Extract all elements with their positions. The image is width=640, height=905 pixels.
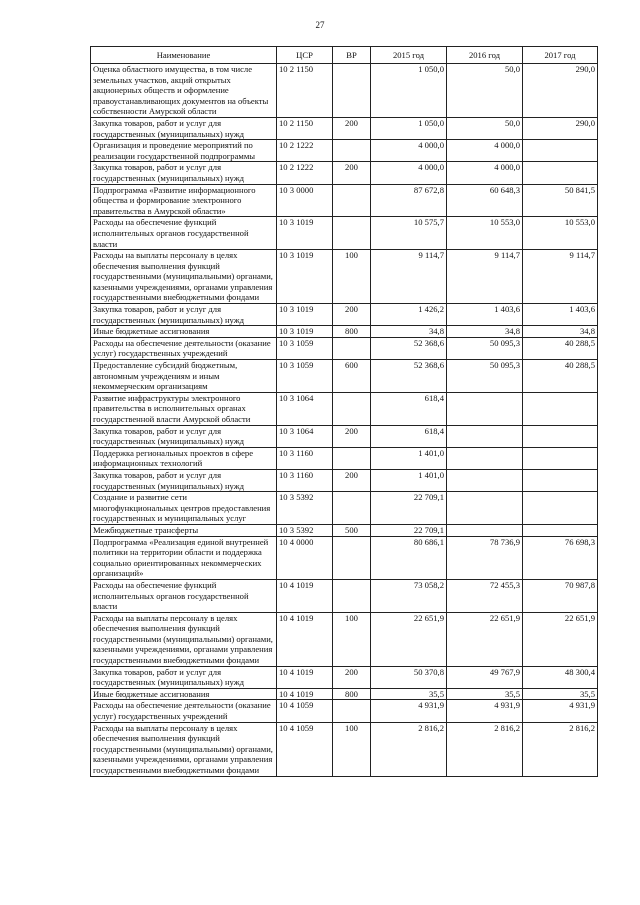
cell-name: Развитие инфраструктуры электронного правительства в исполнительных органах государственной власти Амурской области (91, 392, 277, 425)
cell-name: Подпрограмма «Реализация единой внутренней политики на территории области и поддержка социально ориентированных некоммерческих организаций» (91, 536, 277, 579)
cell-2017 (523, 469, 598, 491)
cell-name: Закупка товаров, работ и услуг для государственных (муниципальных) нужд (91, 469, 277, 491)
table-row (91, 184, 598, 217)
cell-2015: 1 401,0 (371, 469, 447, 491)
cell-name: Организация и проведение мероприятий по реализации государственной подпрограммы (91, 140, 277, 162)
cell-vr: 200 (333, 117, 371, 139)
cell-2015: 1 050,0 (371, 64, 447, 118)
cell-csr: 10 3 1059 (277, 360, 333, 393)
cell-2016: 72 455,3 (447, 579, 523, 612)
cell-2017 (523, 524, 598, 536)
cell-name: Закупка товаров, работ и услуг для государственных (муниципальных) нужд (91, 304, 277, 326)
cell-2016: 1 403,6 (447, 304, 523, 326)
cell-2017: 34,8 (523, 326, 598, 338)
table-row (91, 612, 598, 666)
cell-2016: 4 000,0 (447, 140, 523, 162)
cell-2016: 9 114,7 (447, 250, 523, 304)
table-row (91, 469, 598, 491)
cell-vr (333, 579, 371, 612)
cell-2017: 40 288,5 (523, 337, 598, 359)
table-row (91, 688, 598, 700)
cell-2015: 1 050,0 (371, 117, 447, 139)
table-row (91, 337, 598, 359)
cell-2017: 2 816,2 (523, 722, 598, 776)
table-header (91, 47, 598, 64)
cell-csr: 10 4 1019 (277, 612, 333, 666)
cell-2017 (523, 425, 598, 447)
cell-csr: 10 3 0000 (277, 184, 333, 217)
cell-2017: 290,0 (523, 64, 598, 118)
budget-table (90, 46, 598, 777)
table-row (91, 64, 598, 118)
cell-2015: 618,4 (371, 392, 447, 425)
table-row (91, 117, 598, 139)
cell-name: Закупка товаров, работ и услуг для государственных (муниципальных) нужд (91, 425, 277, 447)
cell-name: Расходы на выплаты персоналу в целях обеспечения выполнения функций государственными (муниципальными) органами, казенными учреждениями, органами управления государственными внебюджетными фондами (91, 612, 277, 666)
cell-2017: 4 931,9 (523, 700, 598, 722)
cell-csr: 10 3 1019 (277, 304, 333, 326)
cell-2017: 48 300,4 (523, 666, 598, 688)
cell-2015: 9 114,7 (371, 250, 447, 304)
cell-2015: 4 931,9 (371, 700, 447, 722)
table-row (91, 304, 598, 326)
cell-2015: 10 575,7 (371, 217, 447, 250)
cell-2015: 4 000,0 (371, 140, 447, 162)
cell-csr: 10 3 1064 (277, 392, 333, 425)
cell-vr: 200 (333, 162, 371, 184)
cell-csr: 10 3 1059 (277, 337, 333, 359)
cell-2016: 2 816,2 (447, 722, 523, 776)
cell-name: Иные бюджетные ассигнования (91, 688, 277, 700)
table-row (91, 722, 598, 776)
table-row (91, 536, 598, 579)
cell-name: Закупка товаров, работ и услуг для государственных (муниципальных) нужд (91, 117, 277, 139)
cell-2016 (447, 469, 523, 491)
cell-2017: 10 553,0 (523, 217, 598, 250)
cell-2015: 50 370,8 (371, 666, 447, 688)
cell-2017: 40 288,5 (523, 360, 598, 393)
cell-name: Закупка товаров, работ и услуг для государственных (муниципальных) нужд (91, 162, 277, 184)
cell-vr: 200 (333, 425, 371, 447)
cell-2016: 35,5 (447, 688, 523, 700)
cell-vr: 800 (333, 326, 371, 338)
cell-2015: 35,5 (371, 688, 447, 700)
cell-2016: 78 736,9 (447, 536, 523, 579)
cell-2016: 4 000,0 (447, 162, 523, 184)
cell-vr (333, 700, 371, 722)
cell-csr: 10 3 5392 (277, 524, 333, 536)
table-row (91, 425, 598, 447)
cell-vr (333, 64, 371, 118)
table-row (91, 162, 598, 184)
cell-2015: 1 401,0 (371, 447, 447, 469)
cell-2017 (523, 447, 598, 469)
table-row (91, 700, 598, 722)
cell-2016: 50 095,3 (447, 337, 523, 359)
cell-csr: 10 3 1019 (277, 217, 333, 250)
cell-2017 (523, 140, 598, 162)
cell-2016 (447, 492, 523, 525)
cell-name: Расходы на обеспечение деятельности (оказание услуг) государственных учреждений (91, 337, 277, 359)
cell-2017 (523, 392, 598, 425)
cell-name: Расходы на выплаты персоналу в целях обеспечения выполнения функций государственными (муниципальными) органами, казенными учреждениями, органами управления государственными внебюджетными фондами (91, 722, 277, 776)
cell-vr: 200 (333, 469, 371, 491)
cell-name: Оценка областного имущества, в том числе земельных участков, акций открытых акционерных обществ и оформление правоустанавливающих документов на объекты собственности Амурской области (91, 64, 277, 118)
cell-2015: 618,4 (371, 425, 447, 447)
cell-2016: 50,0 (447, 117, 523, 139)
cell-csr: 10 4 1019 (277, 688, 333, 700)
cell-2017: 1 403,6 (523, 304, 598, 326)
cell-csr: 10 3 5392 (277, 492, 333, 525)
table-row (91, 217, 598, 250)
cell-2016 (447, 425, 523, 447)
cell-2017: 70 987,8 (523, 579, 598, 612)
table-row (91, 250, 598, 304)
table-row (91, 392, 598, 425)
cell-vr (333, 140, 371, 162)
cell-csr: 10 4 1059 (277, 700, 333, 722)
cell-2016: 22 651,9 (447, 612, 523, 666)
table-body (91, 64, 598, 777)
cell-2015: 4 000,0 (371, 162, 447, 184)
header-name: Наименование (91, 47, 277, 64)
header-row (91, 47, 598, 64)
table-row (91, 326, 598, 338)
table-row (91, 666, 598, 688)
cell-name: Поддержка региональных проектов в сфере информационных технологий (91, 447, 277, 469)
cell-2017: 35,5 (523, 688, 598, 700)
cell-2015: 87 672,8 (371, 184, 447, 217)
cell-2017 (523, 492, 598, 525)
cell-name: Иные бюджетные ассигнования (91, 326, 277, 338)
cell-name: Предоставление субсидий бюджетным, автономным учреждениям и иным некоммерческим организациям (91, 360, 277, 393)
cell-name: Расходы на выплаты персоналу в целях обеспечения выполнения функций государственными (муниципальными) органами, казенными учреждениями, органами управления государственными внебюджетными фондами (91, 250, 277, 304)
cell-csr: 10 2 1150 (277, 117, 333, 139)
cell-name: Подпрограмма «Развитие информационного общества и формирование электронного правительства в Амурской области» (91, 184, 277, 217)
cell-csr: 10 4 1019 (277, 579, 333, 612)
cell-vr: 600 (333, 360, 371, 393)
cell-csr: 10 4 1019 (277, 666, 333, 688)
table-row (91, 447, 598, 469)
cell-2016: 34,8 (447, 326, 523, 338)
header-2015: 2015 год (371, 47, 447, 64)
cell-2015: 52 368,6 (371, 360, 447, 393)
cell-vr (333, 337, 371, 359)
table-row (91, 140, 598, 162)
cell-2015: 34,8 (371, 326, 447, 338)
cell-2016: 50 095,3 (447, 360, 523, 393)
cell-2016: 10 553,0 (447, 217, 523, 250)
cell-2016 (447, 392, 523, 425)
cell-vr: 200 (333, 666, 371, 688)
cell-vr: 100 (333, 722, 371, 776)
cell-vr: 200 (333, 304, 371, 326)
cell-vr: 500 (333, 524, 371, 536)
cell-2015: 2 816,2 (371, 722, 447, 776)
cell-vr (333, 184, 371, 217)
cell-csr: 10 2 1222 (277, 140, 333, 162)
cell-2016: 50,0 (447, 64, 523, 118)
cell-csr: 10 2 1150 (277, 64, 333, 118)
cell-2017: 290,0 (523, 117, 598, 139)
table-row (91, 360, 598, 393)
cell-name: Создание и развитие сети многофункциональных центров предоставления государственных и муниципальных услуг (91, 492, 277, 525)
cell-2017: 22 651,9 (523, 612, 598, 666)
cell-name: Межбюджетные трансферты (91, 524, 277, 536)
cell-2015: 22 709,1 (371, 524, 447, 536)
cell-vr (333, 536, 371, 579)
cell-vr (333, 392, 371, 425)
cell-name: Закупка товаров, работ и услуг для государственных (муниципальных) нужд (91, 666, 277, 688)
cell-2015: 80 686,1 (371, 536, 447, 579)
cell-csr: 10 3 1160 (277, 469, 333, 491)
header-2016: 2016 год (447, 47, 523, 64)
cell-csr: 10 3 1064 (277, 425, 333, 447)
cell-2015: 22 651,9 (371, 612, 447, 666)
cell-csr: 10 2 1222 (277, 162, 333, 184)
cell-vr (333, 447, 371, 469)
cell-name: Расходы на обеспечение функций исполнительных органов государственной власти (91, 217, 277, 250)
page-number: 27 (315, 20, 325, 30)
cell-2016: 49 767,9 (447, 666, 523, 688)
cell-vr (333, 492, 371, 525)
cell-vr: 100 (333, 250, 371, 304)
cell-2016: 4 931,9 (447, 700, 523, 722)
cell-2017: 9 114,7 (523, 250, 598, 304)
cell-2015: 52 368,6 (371, 337, 447, 359)
cell-csr: 10 3 1019 (277, 326, 333, 338)
cell-vr (333, 217, 371, 250)
cell-2016 (447, 447, 523, 469)
cell-2017: 76 698,3 (523, 536, 598, 579)
header-csr: ЦСР (277, 47, 333, 64)
table-row (91, 492, 598, 525)
table-row (91, 579, 598, 612)
cell-vr: 100 (333, 612, 371, 666)
cell-name: Расходы на обеспечение деятельности (оказание услуг) государственных учреждений (91, 700, 277, 722)
cell-csr: 10 4 0000 (277, 536, 333, 579)
cell-csr: 10 4 1059 (277, 722, 333, 776)
cell-2016: 60 648,3 (447, 184, 523, 217)
cell-csr: 10 3 1019 (277, 250, 333, 304)
header-2017: 2017 год (523, 47, 598, 64)
header-vr: ВР (333, 47, 371, 64)
cell-csr: 10 3 1160 (277, 447, 333, 469)
cell-2017 (523, 162, 598, 184)
cell-2015: 1 426,2 (371, 304, 447, 326)
cell-name: Расходы на обеспечение функций исполнительных органов государственной власти (91, 579, 277, 612)
table-row (91, 524, 598, 536)
cell-2017: 50 841,5 (523, 184, 598, 217)
cell-2015: 22 709,1 (371, 492, 447, 525)
cell-2015: 73 058,2 (371, 579, 447, 612)
cell-vr: 800 (333, 688, 371, 700)
cell-2016 (447, 524, 523, 536)
